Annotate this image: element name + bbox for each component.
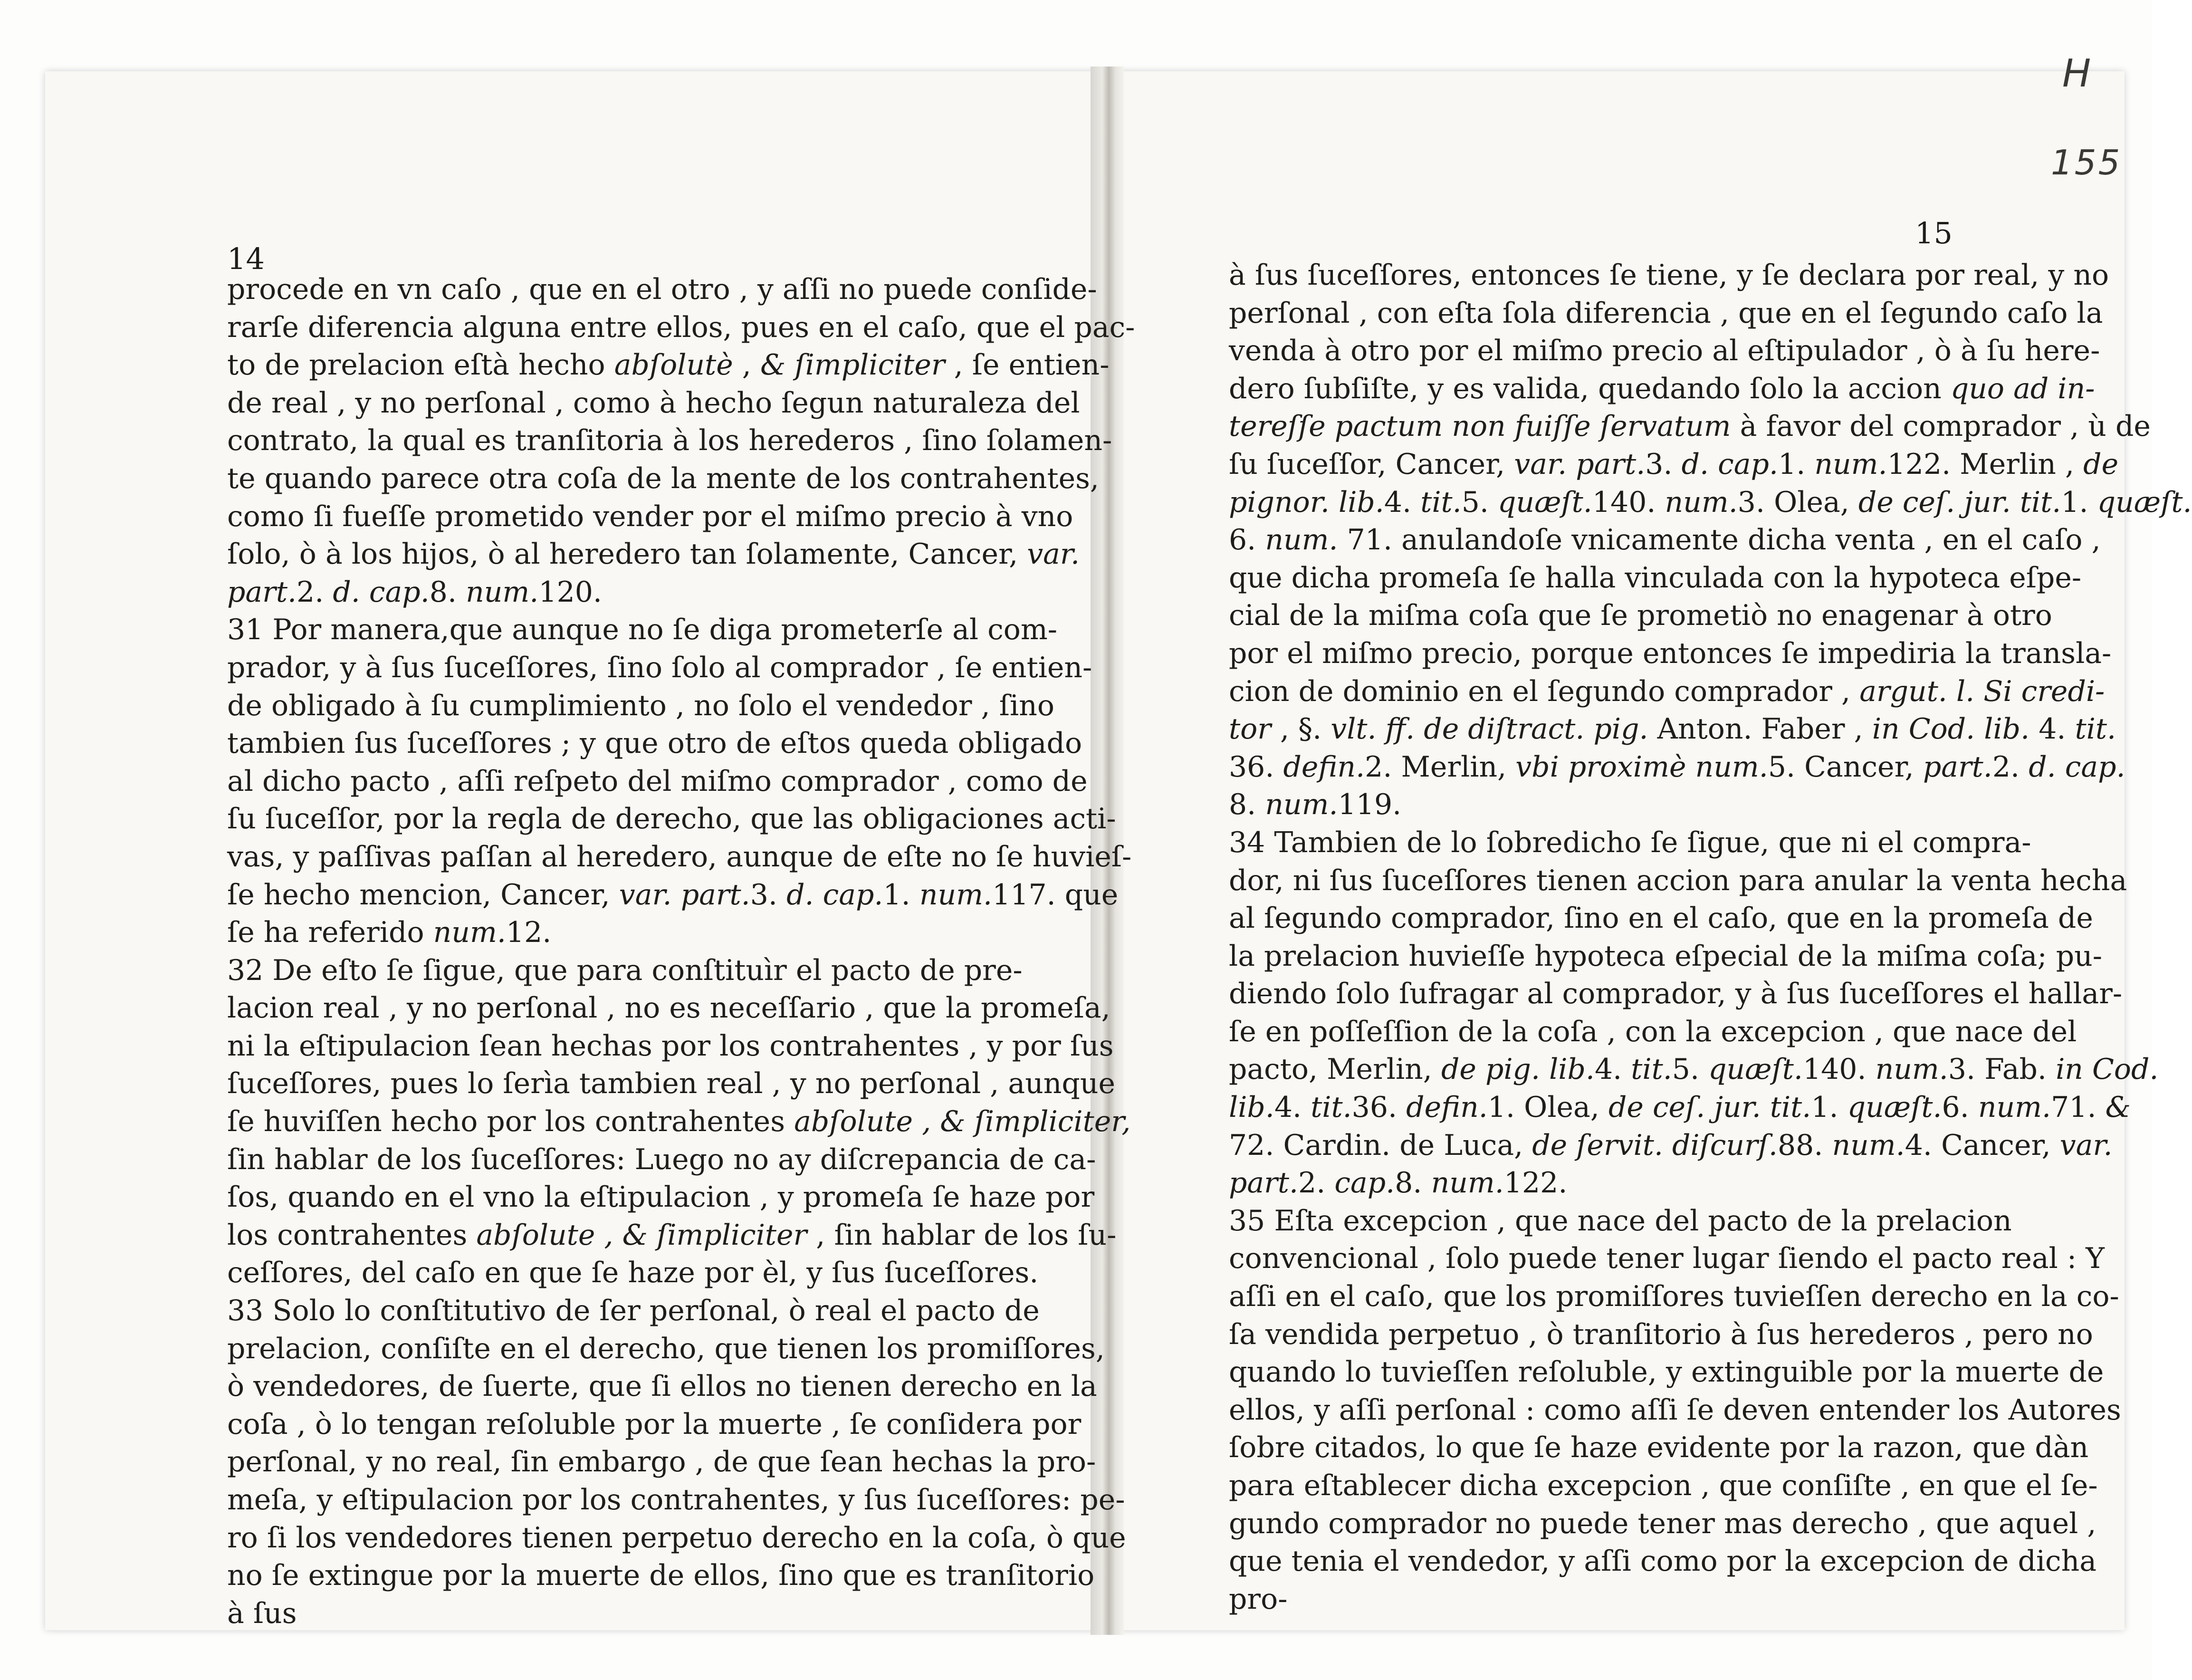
text-line: ſe ha referido num.12. (227, 916, 552, 950)
text-line: tambien ſus ſuceſſores ; y que otro de eſtos queda obligado (227, 727, 1082, 760)
text-line: ſu ſuceſſor, por la regla de derecho, que las obligaciones acti- (227, 802, 1116, 836)
text-line: ſu ſuceſſor, Cancer, var. part.3. d. cap.1. num.122. Merlin , de (1229, 447, 2119, 481)
text-line: ſolo, ò à los hijos, ò al heredero tan ſolamente, Cancer, var. (227, 538, 1080, 571)
text-line: à ſus (227, 1596, 297, 1630)
right-page-number: 15 (1915, 216, 1953, 250)
text-line: pro- (1229, 1582, 1288, 1616)
text-line: vas, y paſſivas paſſan al heredero, aunque de eſte no ſe huvieſ- (227, 840, 1132, 874)
text-line: perſonal , con eſta ſola diferencia , que en el ſegundo caſo la (1229, 296, 2103, 330)
text-line: ſin hablar de los ſuceſſores: Luego no ay diſcrepancia de ca- (227, 1142, 1096, 1176)
text-line: 36. defin.2. Merlin, vbi proximè num.5. Cancer, part.2. d. cap. (1229, 750, 2125, 784)
text-line: perſonal, y no real, ſin embargo , de que ſean hechas la pro- (227, 1445, 1096, 1479)
text-line: contrato, la qual es tranſitoria à los herederos , ſino ſolamen- (227, 424, 1112, 458)
text-line: 8. num.119. (1229, 788, 1402, 822)
text-line: tereſſe pactum non fuiſſe ſervatum à favor del comprador , ù de (1229, 410, 2151, 443)
handwritten-archive-mark: H (2062, 51, 2091, 96)
text-line: part.2. d. cap.8. num.120. (227, 575, 602, 609)
text-line: ſe hecho mencion, Cancer, var. part.3. d. cap.1. num.117. que (227, 878, 1119, 912)
text-line: venda à otro por el miſmo precio al eſtipulador , ò à ſu here- (1229, 334, 2100, 368)
text-line: ſos, quando en el vno la eſtipulacion , y promeſa ſe haze por (227, 1181, 1095, 1214)
handwritten-folio-number: 155 (2051, 143, 2122, 182)
text-line: al ſegundo comprador, ſino en el caſo, que en la promeſa de (1229, 902, 2093, 935)
text-line: procede en vn caſo , que en el otro , y aſſi no puede conſide- (227, 273, 1097, 306)
text-line: à ſus ſuceſſores, entonces ſe tiene, y ſe declara por real, y no (1229, 259, 2109, 292)
text-line: ni la eſtipulacion ſean hechas por los contrahentes , y por ſus (227, 1029, 1114, 1063)
text-line: ſe en poſſeſſion de la coſa , con la excepcion , que nace del (1229, 1015, 2077, 1048)
text-line: 31 Por manera,que aunque no ſe diga prometerſe al com- (227, 613, 1058, 647)
left-page-number: 14 (227, 241, 265, 276)
text-line: al dicho pacto , aſſi reſpeto del miſmo comprador , como de (227, 764, 1088, 798)
text-line: como ſi fueſſe prometido vender por el miſmo precio à vno (227, 499, 1073, 533)
text-line: cial de la miſma coſa que ſe prometiò no enagenar à otro (1229, 599, 2052, 633)
text-line: para eſtablecer dicha excepcion , que conſiſte , en que el ſe- (1229, 1469, 2098, 1502)
text-line: ſa vendida perpetuo , ò tranſitorio à ſus herederos , pero no (1229, 1317, 2093, 1351)
text-line: lib.4. tit.36. defin.1. Olea, de ceſ. jur. tit.1. quæſt.6. num.71. & (1229, 1091, 2131, 1124)
text-line: por el miſmo precio, porque entonces ſe impediria la transla- (1229, 636, 2112, 670)
text-line: ro ſi los vendedores tienen perpetuo derecho en la coſa, ò que (227, 1521, 1126, 1555)
text-line: gundo comprador no puede tener mas derecho , que aquel , (1229, 1507, 2096, 1540)
text-line: tor , §. vlt. ff. de diſtract. pig. Anton. Faber , in Cod. lib. 4. tit. (1229, 712, 2116, 746)
text-line: de obligado à ſu cumplimiento , no ſolo el vendedor , ſino (227, 689, 1054, 722)
text-line: ſuceſſores, pues lo ſerìa tambien real , y no perſonal , aunque (227, 1067, 1115, 1101)
right-page-text (1229, 257, 2192, 1618)
text-line: coſa , ò lo tengan reſoluble por la muerte , ſe conſidera por (227, 1407, 1082, 1441)
text-line: 6. num. 71. anulandoſe vnicamente dicha venta , en el caſo , (1229, 523, 2101, 557)
text-line: que tenia el vendedor, y aſſi como por la excepcion de dicha (1229, 1545, 2097, 1578)
text-line: meſa, y eſtipulacion por los contrahentes, y ſus ſuceſſores: pe- (227, 1483, 1125, 1517)
text-line: 32 De eſto ſe ſigue, que para conſtituìr el pacto de pre- (227, 953, 1023, 987)
text-line: ellos, y aſſi perſonal : como aſſi ſe deven entender los Autores (1229, 1393, 2121, 1427)
text-line: aſſi en el caſo, que los promiſſores tuvieſſen derecho en la co- (1229, 1280, 2119, 1314)
text-line: los contrahentes abſolute , & ſimpliciter , ſin hablar de los ſu- (227, 1218, 1117, 1252)
text-line: 34 Tambien de lo ſobredicho ſe ſigue, que ni el compra- (1229, 826, 2031, 859)
text-line: no ſe extingue por la muerte de ellos, ſino que es tranſitorio (227, 1559, 1095, 1593)
text-line: 35 Eſta excepcion , que nace del pacto de la prelacion (1229, 1204, 2012, 1238)
text-line: pacto, Merlin, de pig. lib.4. tit.5. quæſt.140. num.3. Fab. in Cod. (1229, 1053, 2159, 1086)
text-line: prelacion, conſiſte en el derecho, que tienen los promiſſores, (227, 1332, 1105, 1365)
text-line: ſobre citados, lo que ſe haze evidente por la razon, que dàn (1229, 1431, 2089, 1465)
text-line: dor, ni ſus ſuceſſores tienen accion para anular la venta hecha (1229, 864, 2127, 897)
text-line: part.2. cap.8. num.122. (1229, 1166, 1568, 1200)
text-line: ſe huviſſen hecho por los contrahentes abſolute , & ſimpliciter, (227, 1105, 1131, 1139)
text-line: que dicha promeſa ſe halla vinculada con la hypoteca eſpe- (1229, 561, 2082, 595)
text-line: te quando parece otra coſa de la mente de los contrahentes, (227, 461, 1099, 495)
text-line: rarſe diferencia alguna entre ellos, pues en el caſo, que el pac- (227, 310, 1135, 344)
text-line: cion de dominio en el ſegundo comprador , argut. l. Si credi- (1229, 674, 2105, 708)
text-line: de real , y no perſonal , como à hecho ſegun naturaleza del (227, 386, 1080, 420)
text-line: lacion real , y no perſonal , no es neceſſario , que la promeſa, (227, 991, 1110, 1025)
text-line: diendo ſolo ſufragar al comprador, y à ſus ſuceſſores el hallar- (1229, 977, 2123, 1011)
text-line: prador, y à ſus ſuceſſores, ſino ſolo al comprador , ſe entien- (227, 651, 1092, 684)
text-line: to de prelacion eſtà hecho abſolutè , & ſimpliciter , ſe entien- (227, 348, 1110, 382)
text-line: 33 Solo lo conſtitutivo de ſer perſonal, ò real el pacto de (227, 1294, 1040, 1328)
text-line: dero ſubſiſte, y es valida, quedando ſolo la accion quo ad in- (1229, 372, 2095, 405)
text-line: la prelacion huvieſſe hypoteca eſpecial de la miſma coſa; pu- (1229, 939, 2103, 973)
text-line: convencional , ſolo puede tener lugar ſiendo el pacto real : Y (1229, 1242, 2105, 1276)
left-page-text (227, 271, 1135, 1632)
text-line: quando lo tuvieſſen reſoluble, y extinguible por la muerte de (1229, 1355, 2104, 1389)
text-line: ceſſores, del caſo en que ſe haze por èl, y ſus ſuceſſores. (227, 1256, 1039, 1290)
text-line: pignor. lib.4. tit.5. quæſt.140. num.3. Olea, de ceſ. jur. tit.1. quæſt. (1229, 485, 2192, 519)
text-line: 72. Cardin. de Luca, de ſervit. diſcurſ.88. num.4. Cancer, var. (1229, 1128, 2113, 1162)
text-line: ò vendedores, de ſuerte, que ſi ellos no tienen derecho en la (227, 1370, 1097, 1403)
